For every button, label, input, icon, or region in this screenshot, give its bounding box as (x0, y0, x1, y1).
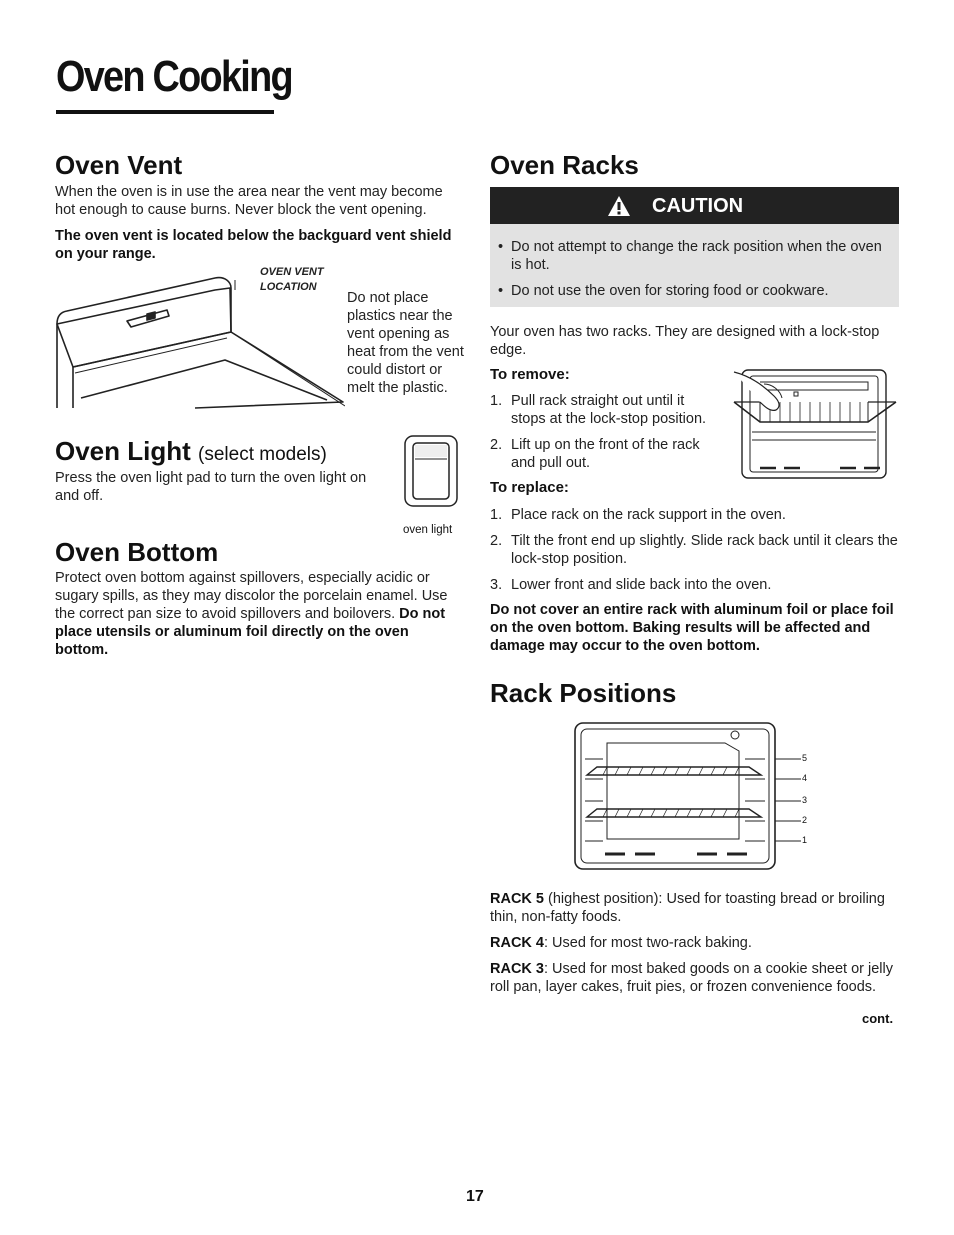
rack-position-1-label: 1 (802, 835, 808, 845)
replace-step (490, 506, 900, 524)
rack-4-description (490, 934, 902, 952)
oven-light-select-models: (select models) (198, 444, 327, 465)
rack-3-description (490, 960, 902, 996)
to-remove-heading: To remove: (490, 366, 570, 383)
rack-position-2-label: 2 (802, 815, 808, 825)
vent-label-line1: OVEN VENT (260, 266, 324, 278)
remove-steps (490, 392, 718, 480)
caution-item: • Do not attempt to change the rack position when the oven is hot. (490, 238, 890, 274)
remove-step (490, 392, 718, 428)
to-replace-heading: To replace: (490, 479, 569, 496)
rack-4-label: RACK 4 (490, 935, 544, 951)
oven-racks-heading: Oven Racks (490, 150, 639, 180)
oven-vent-location-note: The oven vent is located below the backguard vent shield on your range. (55, 228, 452, 262)
continued-label: cont. (862, 1011, 894, 1026)
rack-5-description (490, 890, 902, 926)
replace-steps (490, 506, 900, 602)
step-number: 3. (490, 577, 503, 593)
step-number: 2. (490, 533, 503, 549)
step-text: Place rack on the rack support in the oven. (511, 507, 786, 523)
page-number: 17 (466, 1188, 484, 1205)
rack-position-3-label: 3 (802, 795, 808, 805)
oven-bottom-body (55, 569, 460, 659)
oven-light-pad-icon (404, 435, 458, 507)
page-title: Oven Cooking (56, 52, 292, 101)
oven-bottom-heading: Oven Bottom (55, 537, 219, 567)
rack-positions-heading: Rack Positions (490, 678, 677, 708)
vent-label-line2: LOCATION (260, 281, 317, 293)
oven-vent-heading: Oven Vent (55, 150, 183, 180)
oven-light-body: Press the oven light pad to turn the oven light on and off. (55, 470, 367, 504)
rack-5-label: RACK 5 (490, 891, 544, 907)
oven-bottom-text: Protect oven bottom against spillovers, especially acidic or sugary spills, as they may discolor the porcelain enamel. Use the correct pan size to avoid spillovers and boilovers. (55, 570, 448, 622)
caution-box (490, 224, 899, 307)
rack-position-5-label: 5 (802, 753, 808, 763)
step-text: Tilt the front end up slightly. Slide rack back until it clears the lock-stop position. (511, 533, 898, 567)
rack-position-4-label: 4 (802, 773, 808, 783)
caution-label: CAUTION (652, 195, 744, 217)
step-number: 1. (490, 507, 503, 523)
rack-4-text: : Used for most two-rack baking. (543, 935, 752, 951)
oven-vent-location-label (260, 265, 324, 295)
oven-vent-body: When the oven is in use the area near the vent may become hot enough to cause burns. Never block the vent opening. (55, 184, 443, 218)
replace-step (490, 576, 900, 594)
title-underline (56, 110, 274, 114)
remove-step (490, 436, 718, 472)
caution-bar (490, 187, 899, 224)
step-number: 1. (490, 393, 503, 409)
rack-5-text: (highest position): Used for toasting bread or broiling thin, non-fatty foods. (490, 891, 885, 925)
step-text: Pull rack straight out until it stops at the lock-stop position. (511, 393, 707, 427)
rack-removal-illustration (730, 366, 900, 482)
oven-light-title: Oven Light (55, 436, 191, 466)
oven-light-heading (55, 436, 327, 467)
step-text: Lower front and slide back into the oven. (511, 577, 772, 593)
rack-3-label: RACK 3 (490, 961, 544, 977)
warning-triangle-icon (607, 195, 631, 217)
oven-bottom-warning: Do not place utensils or aluminum foil directly on the oven bottom. (55, 606, 446, 658)
caution-list (490, 238, 890, 300)
step-text: Lift up on the front of the rack and pull out. (511, 437, 700, 471)
oven-vent-side-note: Do not place plastics near the vent opening as heat from the vent could distort or melt the plastic. (347, 290, 464, 396)
foil-warning: Do not cover an entire rack with aluminum foil or place foil on the oven bottom. Baking results will be affected and damage may occur to the oven bottom. (490, 602, 894, 654)
oven-light-caption: oven light (403, 524, 453, 536)
step-number: 2. (490, 437, 503, 453)
rack-3-text: : Used for most baked goods on a cookie sheet or jelly roll pan, layer cakes, fruit pies, or frozen convenience foods. (490, 961, 893, 995)
rack-positions-diagram (573, 721, 813, 871)
caution-item: • Do not use the oven for storing food or cookware. (490, 282, 890, 300)
replace-step (490, 532, 900, 568)
oven-racks-intro: Your oven has two racks. They are designed with a lock-stop edge. (490, 324, 880, 358)
